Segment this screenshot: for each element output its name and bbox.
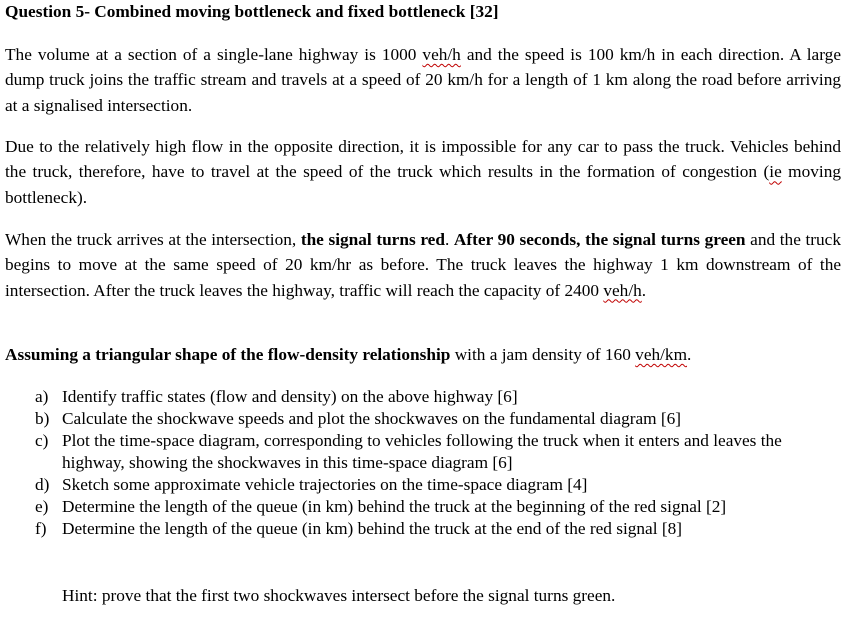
p4-bold-assumption: Assuming a triangular shape of the flow-density relationship [5, 345, 451, 364]
p1-unit-veh-h: veh/h [422, 45, 461, 64]
list-marker: d) [35, 475, 50, 494]
list-marker: c) [35, 431, 49, 450]
list-marker: a) [35, 387, 49, 406]
list-marker: e) [35, 497, 49, 516]
list-item [35, 386, 843, 408]
list-item-text: Plot the time-space diagram, corresponding to vehicles following the truck when it enters and leaves the highway, showing the shockwaves in this time-space diagram [6] [62, 431, 782, 472]
question-title: Question 5- Combined moving bottleneck and fixed bottleneck [32] [5, 2, 499, 21]
list-item [35, 474, 843, 496]
hint-text: Hint: prove that the first two shockwaves intersect before the signal turns green. [62, 586, 616, 605]
list-item [35, 408, 843, 430]
list-item [35, 430, 843, 474]
list-item-text: Determine the length of the queue (in km) behind the truck at the beginning of the red signal [2] [62, 497, 727, 516]
list-item [35, 518, 843, 540]
sub-question-list [35, 386, 843, 540]
p3-text-d: . [641, 280, 647, 300]
p3-text-b: . [444, 230, 454, 249]
list-item-text: Sketch some approximate vehicle trajectories on the time-space diagram [4] [62, 475, 588, 494]
list-item-text: Identify traffic states (flow and density) on the above highway [6] [62, 387, 518, 406]
paragraph-signal [5, 227, 841, 303]
p3-text-c: and the truck begins to move at the same speed of 20 km/hr as before. The truck leaves the highway 1 km downstream of the intersection. After the truck leaves the highway, traffic will reach the capacity of 2400 [5, 230, 841, 300]
p1-text-b: and the speed is 100 km/h in each direction. A large dump truck joins the traffic stream and travels at a speed of 20 km/h for a length of 1 km along the road before arriving at a signalised intersection. [5, 45, 841, 115]
p3-unit-veh-h: veh/h [603, 280, 642, 300]
p3-text-a: When the truck arrives at the intersection, [5, 230, 301, 249]
list-marker: b) [35, 409, 50, 428]
list-marker: f) [35, 519, 47, 538]
p3-bold-red: the signal turns red [300, 230, 445, 249]
p2-text-b: moving bottleneck). [5, 162, 841, 207]
p4-unit-veh-km: veh/km [635, 345, 688, 364]
paragraph-moving-bottleneck [5, 134, 841, 210]
list-item [35, 496, 843, 518]
p2-text-a: Due to the relatively high flow in the opposite direction, it is impossible for any car to pass the truck. Vehicles behind the truck, therefore, have to travel at the speed of the truck which results in the formation of congestion ( [5, 137, 841, 182]
p4-text-a: with a jam density of 160 [450, 345, 636, 364]
p1-text-a: The volume at a section of a single-lane highway is 1000 [5, 45, 423, 64]
list-item-text: Determine the length of the queue (in km) behind the truck at the end of the red signal [8] [62, 519, 682, 538]
paragraph-highway-description [5, 42, 841, 118]
p2-abbrev-ie: ie [769, 162, 782, 182]
paragraph-assumption [5, 342, 841, 367]
p4-text-b: . [687, 345, 692, 364]
p3-bold-green: After 90 seconds, the signal turns green [453, 230, 746, 249]
list-item-text: Calculate the shockwave speeds and plot the shockwaves on the fundamental diagram [6] [62, 409, 682, 428]
